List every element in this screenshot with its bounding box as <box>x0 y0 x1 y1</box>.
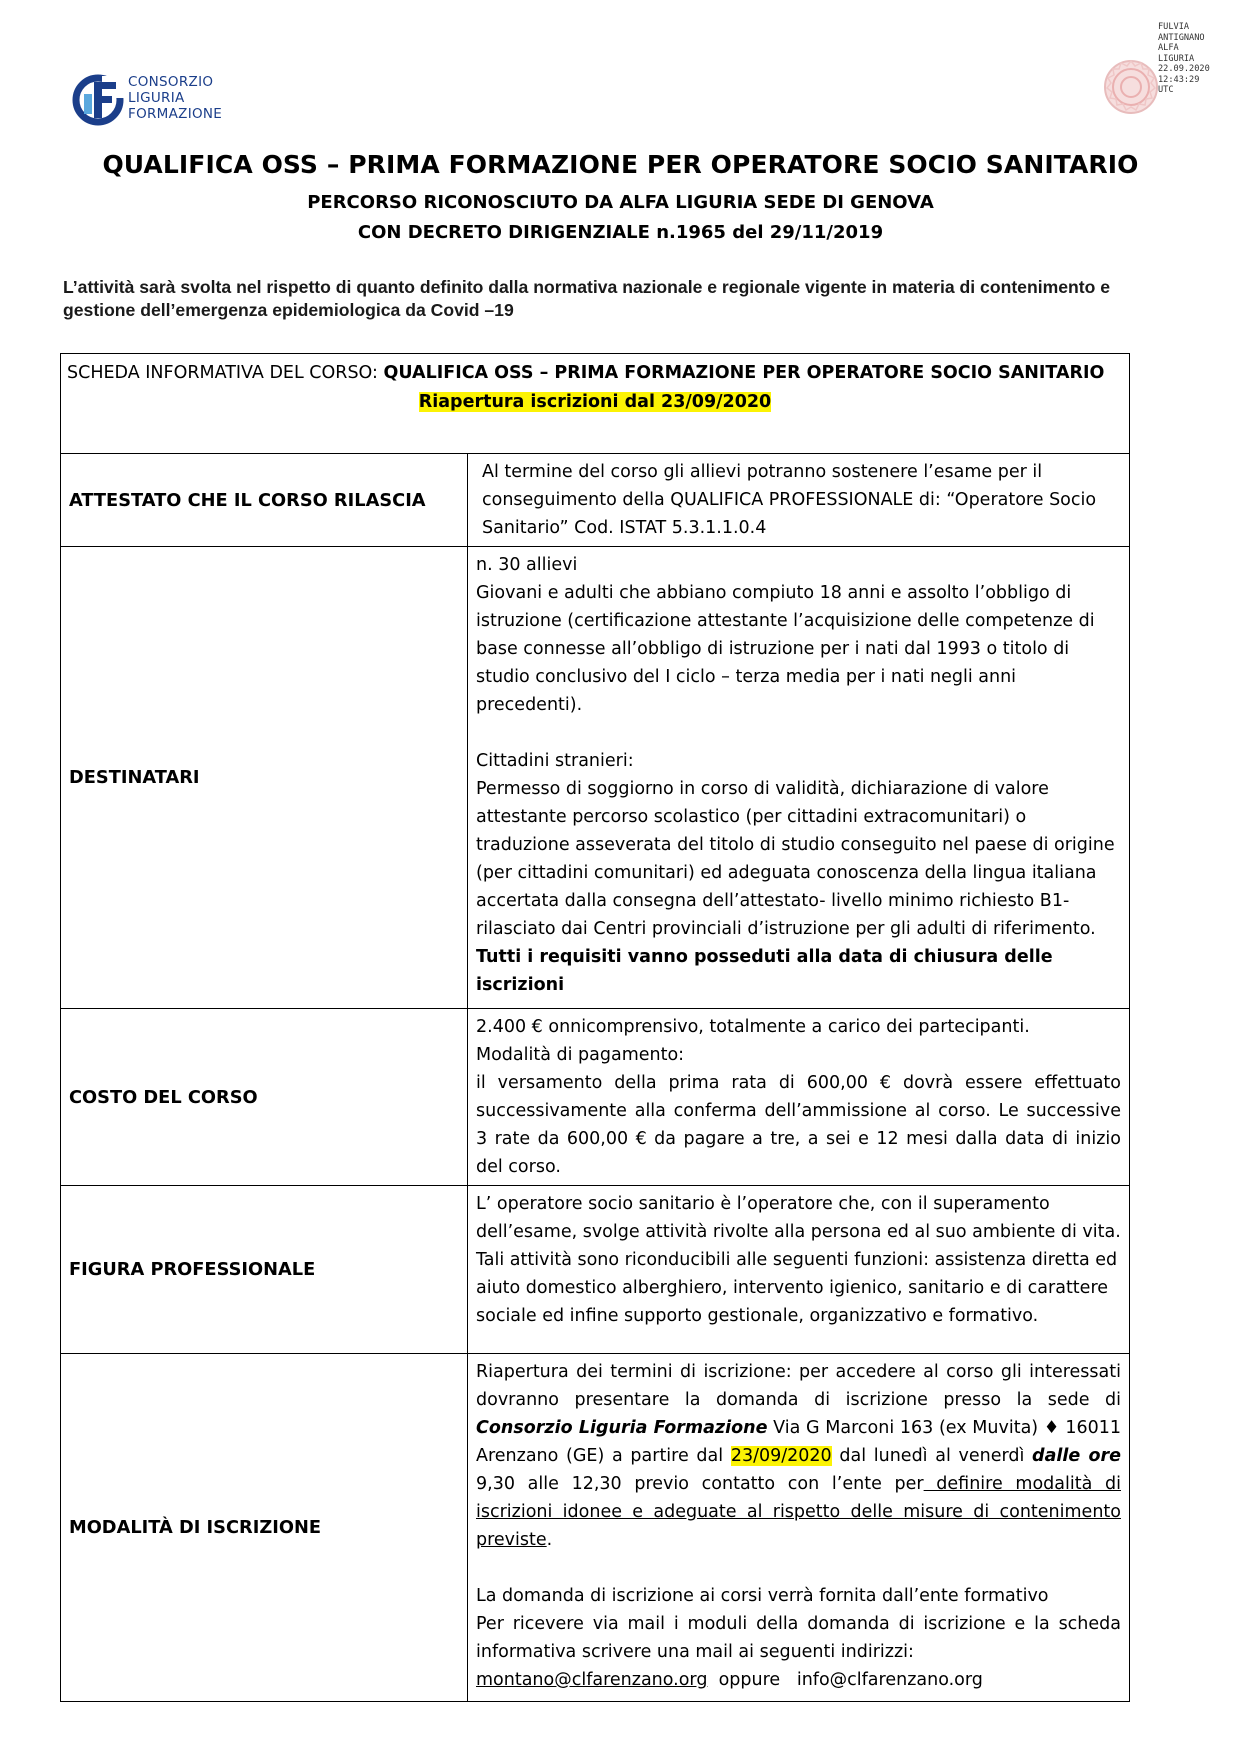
row-label-attestato: ATTESTATO CHE IL CORSO RILASCIA <box>61 454 468 547</box>
table-header-row <box>61 354 1130 454</box>
row-label-figura: FIGURA PROFESSIONALE <box>61 1186 468 1354</box>
email-addresses <box>476 1666 1121 1694</box>
logo-line-3: FORMAZIONE <box>128 106 223 122</box>
email-link-montano[interactable]: montano@clfarenzano.org <box>476 1670 708 1690</box>
table-row-figura <box>61 1186 1130 1354</box>
row-value-modalita <box>468 1354 1130 1702</box>
signature-line: LIGURIA <box>1158 53 1195 64</box>
reopening-banner <box>67 389 1123 416</box>
closing-requirement: Tutti i requisiti vanno posseduti alla data di chiusura delle iscrizioni <box>476 947 1053 995</box>
row-label-costo: COSTO DEL CORSO <box>61 1009 468 1186</box>
enrollment-text-b: Via G Marconi 163 (ex Muvita) ♦ 16011 Arenzano (GE) a partire dal <box>476 1418 1121 1466</box>
document-subtitle-2: CON DECRETO DIRIGENZIALE n.1965 del 29/11/2019 <box>357 222 884 243</box>
spacer <box>476 719 1121 747</box>
enrollment-text-d: 9,30 alle 12,30 previo contatto con l’ente per <box>476 1474 924 1494</box>
header-prefix: SCHEDA INFORMATIVA DEL CORSO: <box>67 363 384 383</box>
signature-line: ANTIGNANO <box>1158 32 1205 43</box>
signature-seal-icon <box>1096 52 1166 122</box>
table-row-modalita <box>61 1354 1130 1702</box>
enrollment-text-c: dal lunedì al venerdì <box>831 1446 1033 1466</box>
row-label-destinatari: DESTINATARI <box>61 547 468 1009</box>
reopening-highlight: Riapertura iscrizioni dal 23/09/2020 <box>418 392 772 412</box>
logo-line-2: LIGURIA <box>128 90 185 106</box>
enrollment-text-e: . <box>546 1530 553 1550</box>
email-info[interactable]: info@clfarenzano.org <box>796 1670 983 1690</box>
logo-line-1: CONSORZIO <box>128 74 214 90</box>
or-text: oppure <box>707 1670 797 1690</box>
row-value-destinatari <box>468 547 1130 1009</box>
signature-line: ALFA <box>1158 43 1179 53</box>
document-subtitle-1: PERCORSO RICONOSCIUTO DA ALFA LIGURIA SEDE DI GENOVA <box>307 192 934 213</box>
foreign-requirements: Permesso di soggiorno in corso di validità, dichiarazione di valore attestante percorso scolastico (per cittadini extracomunitari) o traduzione asseverata del titolo di studio conseguito nel paese di origine (per cittadini comunitari) ed adeguata conoscenza della lingua italiana accertata dalla consegna dell’attestato- livello minimo richiesto B1- rilasciato dai Centri provinciali d’istruzione per gli adulti di riferimento. <box>476 779 1115 939</box>
covid-notice: L’attività sarà svolta nel rispetto di quanto definito dalla normativa nazionale e regionale vigente in materia di contenimento e gestione dell’emergenza epidemiologica da Covid –19 <box>63 277 1111 320</box>
signature-line: 22.09.2020 <box>1158 64 1210 74</box>
hours-label: dalle ore <box>1032 1446 1121 1466</box>
header-course-name: QUALIFICA OSS – PRIMA FORMAZIONE PER OPERATORE SOCIO SANITARIO <box>383 363 1105 383</box>
table-row-destinatari <box>61 547 1130 1009</box>
destinatari-count: n. 30 allievi <box>476 555 578 575</box>
attestato-text: Al termine del corso gli allievi potranno sostenere l’esame per il conseguimento della QUALIFICA PROFESSIONALE di: “Operatore Socio Sanitario” Cod. ISTAT 5.3.1.1.0.4 <box>482 462 1097 538</box>
contact-requirement: definire modalità di iscrizioni idonee e adeguate al rispetto delle misure di contenimento previste <box>476 1474 1121 1550</box>
destinatari-requirements: Giovani e adulti che abbiano compiuto 18 anni e assolto l’obbligo di istruzione (certificazione attestante l’acquisizione delle competenze di base connesse all’obbligo di istruzione per i nati dal 1993 o titolo di studio conclusivo del I ciclo – terza media per i nati negli anni precedenti). <box>476 583 1095 715</box>
figura-text: L’ operatore socio sanitario è l’operatore che, con il superamento dell’esame, svolge attività rivolte alla persona ed al suo ambiente di vita. Tali attività sono riconducibili alle seguenti funzioni: assistenza diretta ed aiuto domestico alberghiero, intervento igienico, sanitario e di carattere sociale ed infine supporto gestionale, organizzativo e formativo. <box>476 1194 1121 1326</box>
document-title: QUALIFICA OSS – PRIMA FORMAZIONE PER OPERATORE SOCIO SANITARIO <box>102 150 1139 179</box>
signature-line: 12:43:29 <box>1158 74 1200 85</box>
clf-logo-icon <box>72 72 126 128</box>
row-value-costo <box>468 1009 1130 1186</box>
table-row-costo <box>61 1009 1130 1186</box>
organization-name: Consorzio Liguria Formazione <box>476 1418 768 1438</box>
row-label-modalita: MODALITÀ DI ISCRIZIONE <box>61 1354 468 1702</box>
signature-text <box>1158 22 1210 96</box>
enrollment-instructions <box>476 1358 1121 1554</box>
start-date-highlight: 23/09/2020 <box>730 1446 832 1466</box>
enrollment-text-a: Riapertura dei termini di iscrizione: per accedere al corso gli interessati dovranno presentare la domanda di iscrizione presso la sede di <box>476 1362 1121 1410</box>
logo-wordmark <box>128 74 222 122</box>
signature-line: UTC <box>1158 85 1174 95</box>
course-info-table <box>60 353 1130 1702</box>
foreign-title: Cittadini stranieri: <box>476 751 634 771</box>
form-provided-text: La domanda di iscrizione ai corsi verrà fornita dall’ente formativo <box>476 1586 1049 1606</box>
consorzio-logo <box>72 70 252 130</box>
payment-title: Modalità di pagamento: <box>476 1045 685 1065</box>
spacer <box>476 1554 1121 1582</box>
email-instructions: Per ricevere via mail i moduli della domanda di iscrizione e la scheda informativa scrivere una mail ai seguenti indirizzi: <box>476 1614 1121 1662</box>
table-header-cell <box>61 354 1130 454</box>
row-value-attestato <box>468 454 1130 547</box>
table-row-attestato <box>61 454 1130 547</box>
signature-line: FULVIA <box>1158 22 1190 32</box>
row-value-figura <box>468 1186 1130 1354</box>
payment-terms: il versamento della prima rata di 600,00 € dovrà essere effettuato successivamente alla conferma dell’ammissione al corso. Le successive 3 rate da 600,00 € da pagare a tre, a sei e 12 mesi dalla data di inizio del corso. <box>476 1073 1121 1177</box>
course-price: 2.400 € onnicomprensivo, totalmente a carico dei partecipanti. <box>476 1017 1030 1037</box>
